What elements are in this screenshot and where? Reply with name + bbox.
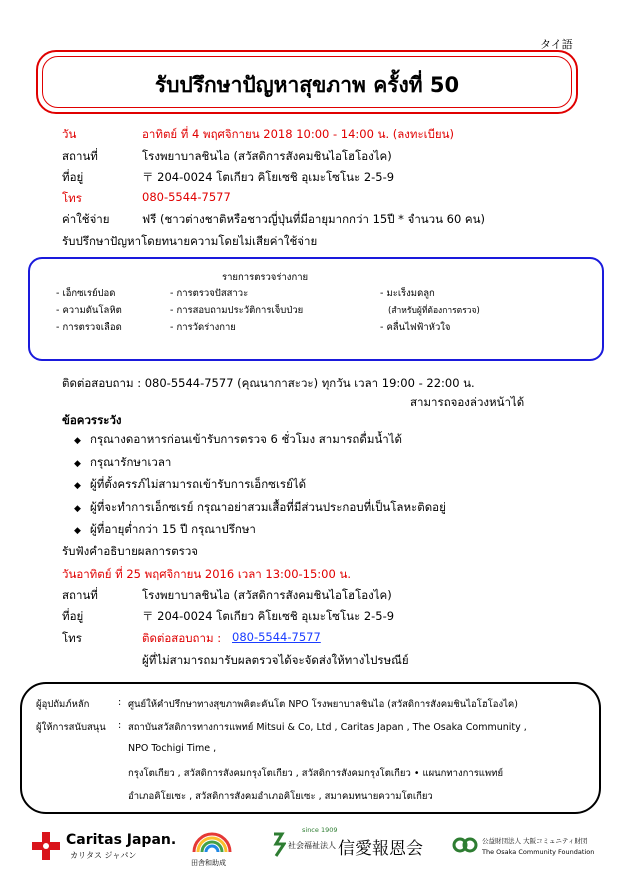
- shinai-since: since 1909: [302, 826, 338, 834]
- place-label: สถานที่: [62, 149, 98, 163]
- rainbow-icon: [190, 824, 234, 854]
- osaka-logo: [452, 830, 622, 866]
- results-address-label: ที่อยู่: [62, 609, 84, 623]
- cautions-heading: ข้อควรระวัง: [62, 413, 122, 427]
- title-banner: [36, 50, 578, 114]
- rainbow-caption: 田舎和助成: [191, 859, 226, 867]
- supporters-line: สถาบันสวัสดิการทางการแพทย์ Mitsui & Co, Ltd , Caritas Japan , The Osaka Community ,: [128, 722, 527, 733]
- page-title: รับปรึกษาปัญหาสุขภาพ ครั้งที่ 50: [154, 73, 460, 97]
- address-label: ที่อยู่: [62, 170, 84, 184]
- results-address-value: 〒 204-0024 โตเกียว คิโยเซชิ อุเมะโซโนะ 2-5-9: [142, 609, 395, 623]
- supporters-line: อำเภอคิโยเซะ , สวัสดิการสังคมอำเภอคิโยเซะ , สมาคมทนายความโตเกียว: [128, 791, 433, 802]
- shinai-name: 信愛報恩会: [338, 839, 423, 859]
- exam-item: - การตรวจเลือด: [56, 322, 122, 333]
- results-tel-label: โทร: [62, 631, 82, 645]
- results-tel-prefix: ติดต่อสอบถาม :: [142, 631, 222, 645]
- caritas-logo: [30, 828, 177, 868]
- fee-value: ฟรี (ชาวต่างชาติหรือชาวญี่ปุ่นที่มีอายุมากกว่า 15ปี * จำนวน 60 คน): [142, 212, 485, 226]
- caritas-cross-icon: [30, 830, 62, 862]
- exam-item: - คลื่นไฟฟ้าหัวใจ: [380, 322, 451, 333]
- reserve-note: สามารถจองล่วงหน้าได้: [410, 395, 525, 409]
- date-value: อาทิตย์ ที่ 4 พฤศจิกายน 2018 10:00 - 14:00 น. (ลงทะเบียน): [142, 127, 454, 141]
- diamond-bullet-icon: ◆: [74, 458, 81, 469]
- tel-value: 080-5544-7577: [142, 190, 231, 204]
- caution-text: กรุณารักษาเวลา: [90, 454, 172, 469]
- fee-label: ค่าใช้จ่าย: [62, 212, 110, 226]
- list-item: [74, 432, 446, 455]
- exam-note: (สำหรับผู้ที่ต้องการตรวจ): [388, 306, 480, 316]
- address-value: 〒 204-0024 โตเกียว คิโยเซชิ อุเมะโซโนะ 2-5-9: [142, 170, 395, 184]
- rainbow-logo: [188, 822, 238, 872]
- osaka-mark-icon: [452, 834, 478, 856]
- mail-note: ผู้ที่ไม่สามารถมารับผลตรวจได้จะจัดส่งให้ทางไปรษณีย์: [142, 653, 409, 667]
- osaka-en: The Osaka Community Foundation: [482, 848, 595, 856]
- caritas-kana: カリタス ジャパン: [70, 851, 137, 860]
- place-value: โรงพยาบาลชินไอ (สวัสดิการสังคมชินไอโฮโองไค): [142, 149, 392, 163]
- date-label: วัน: [62, 127, 77, 141]
- contact-line: ติดต่อสอบถาม : 080-5544-7577 (คุณนากาสะวะ) ทุกวัน เวลา 19:00 - 22:00 น.: [62, 376, 475, 390]
- exam-item: - การตรวจปัสสาวะ: [170, 288, 249, 299]
- diamond-bullet-icon: ◆: [74, 526, 81, 536]
- results-place-label: สถานที่: [62, 588, 98, 602]
- results-place-value: โรงพยาบาลชินไอ (สวัสดิการสังคมชินไอโฮโองไค): [142, 588, 392, 602]
- shinai-org: 社会福祉法人: [288, 841, 336, 850]
- organizer-colon: :: [118, 697, 122, 708]
- caution-text: ผู้ที่จะทำการเอ็กซเรย์ กรุณาอย่าสวมเสื้อที่มีส่วนประกอบที่เป็นโลหะติดอยู่: [90, 499, 446, 514]
- list-item: [74, 522, 446, 545]
- list-item: [74, 455, 446, 478]
- diamond-bullet-icon: ◆: [74, 503, 81, 514]
- organizer-value: ศูนย์ให้คำปรึกษาทางสุขภาพคิตะคันโต NPO โรงพยาบาลชินไอ (สวัสดิการสังคมชินไอโฮโองไค): [128, 699, 518, 710]
- list-item: [74, 477, 446, 500]
- supporters-label: ผู้ให้การสนับสนุน: [36, 722, 106, 733]
- caritas-name: Caritas Japan.: [66, 832, 177, 848]
- exam-item: - การสอบถามประวัติการเจ็บป่วย: [170, 305, 304, 316]
- language-tag: タイ語: [540, 38, 573, 51]
- supporters-colon: :: [118, 720, 122, 731]
- results-date: วันอาทิตย์ ที่ 25 พฤศจิกายน 2016 เวลา 13:00-15:00 น.: [62, 567, 351, 581]
- osaka-jp: 公益財団法人 大阪コミュニティ財団: [482, 837, 588, 845]
- list-item: [74, 500, 446, 523]
- diamond-bullet-icon: ◆: [74, 436, 81, 446]
- caution-text: ผู้ที่ตั้งครรภ์ไม่สามารถเข้ารับการเอ็กซเรย์ได้: [90, 477, 307, 491]
- results-tel-link[interactable]: 080-5544-7577: [232, 630, 321, 644]
- shinai-logo: [272, 826, 452, 866]
- diamond-bullet-icon: ◆: [74, 481, 81, 491]
- exam-heading: รายการตรวจร่างกาย: [222, 272, 309, 283]
- organizer-label: ผู้อุปถัมภ์หลัก: [36, 699, 90, 710]
- supporters-line: กรุงโตเกียว , สวัสดิการสังคมกรุงโตเกียว , สวัสดิการสังคมกรุงโตเกียว • แผนกทางการแพทย์: [128, 768, 504, 779]
- caution-text: ผู้ที่อายุต่ำกว่า 15 ปี กรุณาปรึกษา: [90, 522, 256, 536]
- exam-item: - การวัดร่างกาย: [170, 322, 236, 333]
- shinai-mark-icon: [272, 832, 286, 858]
- lawyer-note: รับปรึกษาปัญหาโดยทนายความโดยไม่เสียค่าใช้จ่าย: [62, 234, 318, 248]
- cautions-list: [74, 432, 446, 545]
- results-heading: รับฟังคำอธิบายผลการตรวจ: [62, 544, 199, 558]
- supporters-line: NPO Tochigi Time ,: [128, 743, 217, 754]
- caution-text: กรุณางดอาหารก่อนเข้ารับการตรวจ 6 ชั่วโมง สามารถดื่มน้ำได้: [90, 432, 403, 446]
- exam-item: - เอ็กซเรย์ปอด: [56, 288, 116, 299]
- tel-label: โทร: [62, 191, 82, 205]
- exam-item: - ความดันโลหิต: [56, 305, 122, 316]
- exam-item: - มะเร็งมดลูก: [380, 288, 435, 299]
